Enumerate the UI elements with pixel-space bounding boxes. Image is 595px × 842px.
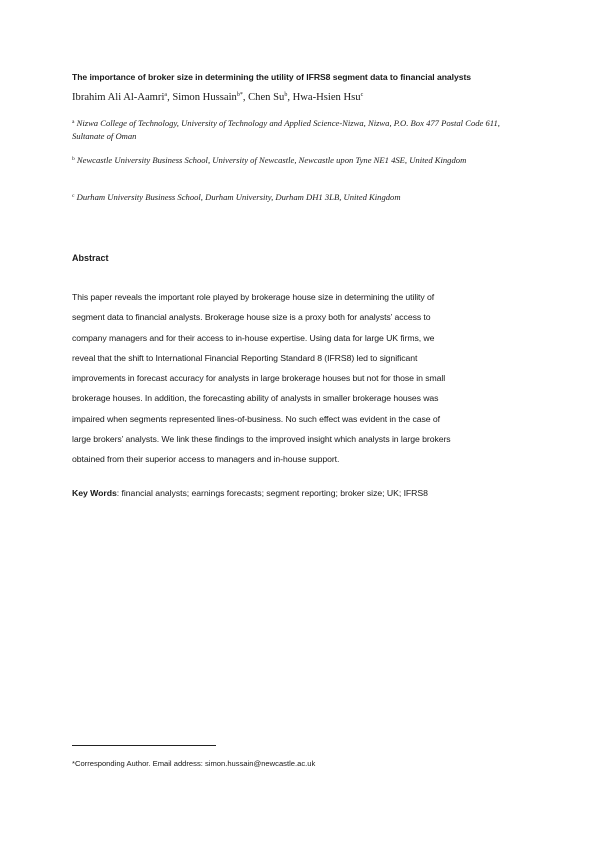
- abstract-line: brokerage houses. In addition, the forecasting ability of analysts in smaller brokerage houses was: [72, 393, 439, 404]
- abstract-line: This paper reveals the important role played by brokerage house size in determining the utility of: [72, 292, 435, 302]
- affiliation-marker: a: [72, 119, 75, 125]
- paper-title: The importance of broker size in determining the utility of IFRS8 segment data to financial analysts: [72, 72, 471, 82]
- author-separator: ,: [287, 92, 293, 103]
- abstract-body: [72, 287, 524, 470]
- author-list: [72, 92, 532, 103]
- author-affil-marker: c: [360, 92, 364, 98]
- affiliation-text: Durham University Business School, Durham University, Durham DH1 3LB, United Kingdom: [76, 192, 401, 202]
- affiliation-c: [72, 191, 502, 204]
- abstract-heading: Abstract: [72, 253, 109, 263]
- author-name: Hwa-Hsien Hsu: [292, 92, 361, 103]
- affiliation-text: Newcastle University Business School, University of Newcastle, Newcastle upon Tyne NE1 4SE, United Kingdom: [76, 155, 467, 165]
- affiliation-a: [72, 117, 502, 143]
- author-affil-marker: b*: [236, 92, 243, 98]
- affiliation-marker: c: [72, 193, 75, 199]
- abstract-line: reveal that the shift to International Financial Reporting Standard 8 (IFRS8) led to significant: [72, 352, 418, 363]
- abstract-line: impaired when segments represented lines-of-business. No such effect was evident in the case of: [72, 413, 440, 424]
- footnote-divider: [72, 745, 216, 746]
- abstract-line: obtained from their superior access to managers and in-house support.: [72, 454, 340, 465]
- author-separator: ,: [242, 92, 249, 103]
- affiliation-text: Nizwa College of Technology, University of Technology and Applied Science-Nizwa, Nizwa, P.O. Box 477 Postal Code 611, Sultanate of Oman: [72, 118, 500, 141]
- abstract-line: company managers and for their access to in-house expertise. Using data for large UK firms, we: [72, 332, 435, 343]
- author-name: Ibrahim Ali Al-Aamri: [72, 92, 165, 103]
- abstract-line: large brokers’ analysts. We link these findings to the improved insight which analysts in large brokers: [72, 434, 451, 445]
- abstract-line: segment data to financial analysts. Brokerage house size is a proxy both for analysts’ access to: [72, 312, 431, 323]
- keywords: [72, 488, 524, 498]
- abstract-line: improvements in forecast accuracy for analysts in large brokerage houses but not for those in small: [72, 373, 446, 384]
- author-name: Simon Hussain: [172, 92, 237, 103]
- affiliation-marker: b: [72, 156, 75, 162]
- author-name: Chen Su: [248, 92, 285, 103]
- keywords-text: : financial analysts; earnings forecasts; segment reporting; broker size; UK; IFRS8: [116, 488, 428, 498]
- affiliation-b: [72, 154, 502, 167]
- author-affil-marker: b: [284, 92, 288, 98]
- keywords-label: Key Words: [72, 488, 117, 498]
- author-separator: ,: [167, 92, 173, 103]
- corresponding-author-footnote: *Corresponding Author. Email address: simon.hussain@newcastle.ac.uk: [72, 759, 316, 768]
- author-affil-marker: a: [164, 92, 168, 98]
